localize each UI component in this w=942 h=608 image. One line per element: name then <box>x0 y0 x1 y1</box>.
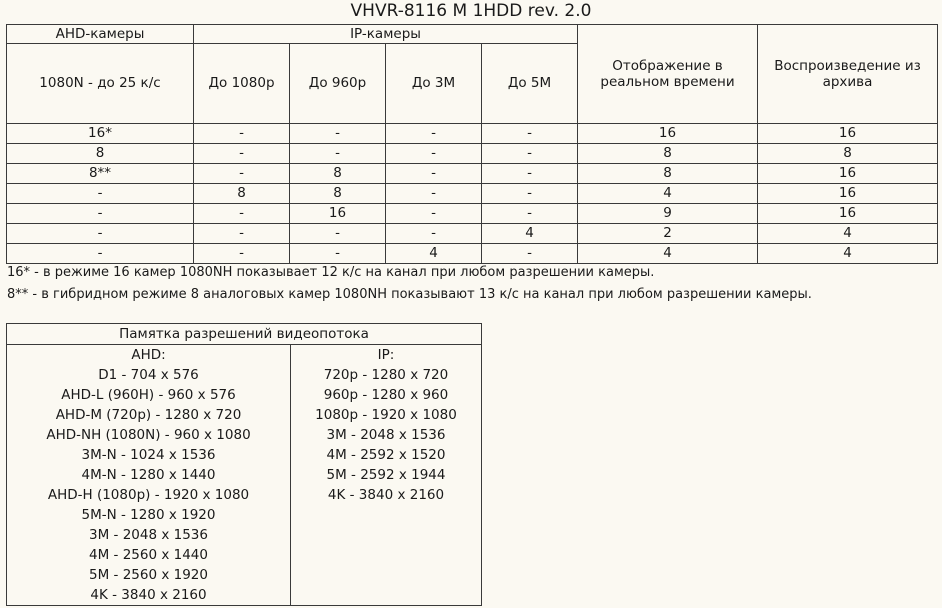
table-cell: 8 <box>194 184 290 204</box>
document-title: VHVR-8116 M 1HDD rev. 2.0 <box>350 1 592 21</box>
table-cell: - <box>7 224 194 244</box>
ip-resolution-item: 4K - 3840 x 2160 <box>327 487 445 503</box>
resolution-reference-table <box>6 323 482 606</box>
ahd-resolution-item: 5M - 2560 x 1920 <box>89 567 208 583</box>
table-cell: - <box>386 124 482 144</box>
ahd-cameras-header: AHD-камеры <box>7 25 194 44</box>
ahd-resolution-item: AHD-L (960H) - 960 x 576 <box>61 387 236 403</box>
table-cell: - <box>482 164 578 184</box>
footnote-16: 16* - в режиме 16 камер 1080NH показывает 12 к/с на канал при любом разрешении камеры. <box>7 265 655 280</box>
table-cell: - <box>386 204 482 224</box>
table-cell: 16 <box>758 124 938 144</box>
table-cell: 8 <box>7 144 194 164</box>
ahd-resolution-item: AHD-M (720p) - 1280 x 720 <box>55 407 242 423</box>
ahd-resolution-item: 4M-N - 1280 x 1440 <box>81 467 216 483</box>
table-cell: - <box>7 184 194 204</box>
ip-resolution-item: 720p - 1280 x 720 <box>323 367 449 383</box>
ahd-resolution-item: 4M - 2560 x 1440 <box>89 547 208 563</box>
table-cell: 16 <box>758 164 938 184</box>
ahd-resolutions-column <box>7 345 291 606</box>
ahd-resolution-item: AHD-H (1080p) - 1920 x 1080 <box>47 487 250 503</box>
table-cell: - <box>386 224 482 244</box>
table-cell: 16 <box>758 204 938 224</box>
table-cell: 8 <box>290 184 386 204</box>
table-cell: 4 <box>578 184 758 204</box>
ip-cameras-header: IP-камеры <box>194 25 578 44</box>
table-cell: 16 <box>290 204 386 224</box>
table-cell: - <box>194 244 290 264</box>
table-row <box>7 244 938 264</box>
table-row <box>7 144 938 164</box>
ip-1080p-subheader: До 1080p <box>194 44 290 124</box>
table-cell: - <box>7 244 194 264</box>
table-row <box>7 124 938 144</box>
ip-5m-subheader: До 5M <box>482 44 578 124</box>
table-cell: 2 <box>578 224 758 244</box>
table-cell: - <box>194 144 290 164</box>
table-cell: - <box>482 244 578 264</box>
table-cell: 16* <box>7 124 194 144</box>
table-cell: 8 <box>758 144 938 164</box>
ahd-resolution-item: 3M - 2048 x 1536 <box>89 527 208 543</box>
table-cell: 4 <box>578 244 758 264</box>
ip-3m-subheader: До 3M <box>386 44 482 124</box>
table-cell: 8 <box>578 144 758 164</box>
table-cell: - <box>482 204 578 224</box>
table-cell: - <box>482 184 578 204</box>
table-row <box>7 184 938 204</box>
ahd-resolution-item: 3M-N - 1024 x 1536 <box>81 447 216 463</box>
table-cell: - <box>290 244 386 264</box>
ip-resolutions-header: IP: <box>377 347 395 363</box>
table-cell: 16 <box>578 124 758 144</box>
table-row <box>7 164 938 184</box>
table-cell: 8 <box>290 164 386 184</box>
ahd-resolution-item: 4K - 3840 x 2160 <box>90 587 207 603</box>
table-cell: - <box>386 164 482 184</box>
ahd-1080n-subheader: 1080N - до 25 к/с <box>7 44 194 124</box>
ip-resolutions-column <box>291 345 482 606</box>
table-cell: - <box>386 144 482 164</box>
table-cell: 4 <box>482 224 578 244</box>
archive-playback-header: Воспроизведение из архива <box>758 25 938 124</box>
table-row <box>7 204 938 224</box>
ip-960p-subheader: До 960p <box>290 44 386 124</box>
table-cell: - <box>7 204 194 224</box>
table-cell: 8 <box>578 164 758 184</box>
compatibility-table <box>6 24 938 264</box>
table-cell: - <box>290 124 386 144</box>
table-cell: - <box>194 224 290 244</box>
table-cell: 4 <box>758 244 938 264</box>
table-cell: 16 <box>758 184 938 204</box>
table-cell: - <box>386 184 482 204</box>
table-cell: - <box>194 164 290 184</box>
ahd-resolutions-header: AHD: <box>131 347 166 363</box>
resolution-table-caption: Памятка разрешений видеопотока <box>7 324 482 345</box>
table-cell: - <box>194 124 290 144</box>
ip-resolution-item: 960p - 1280 x 960 <box>323 387 449 403</box>
table-cell: 9 <box>578 204 758 224</box>
table-row <box>7 224 938 244</box>
ahd-resolution-item: 5M-N - 1280 x 1920 <box>81 507 216 523</box>
footnote-8: 8** - в гибридном режиме 8 аналоговых камер 1080NH показывают 13 к/с на канал при любом разрешении камеры. <box>7 287 812 302</box>
ahd-resolution-item: D1 - 704 x 576 <box>98 367 199 383</box>
table-cell: - <box>482 124 578 144</box>
ip-resolution-item: 5M - 2592 x 1944 <box>326 467 446 483</box>
table-cell: - <box>290 224 386 244</box>
table-cell: - <box>194 204 290 224</box>
table-cell: 4 <box>386 244 482 264</box>
ip-resolution-item: 3M - 2048 x 1536 <box>326 427 446 443</box>
table-cell: - <box>290 144 386 164</box>
realtime-display-header: Отображение в реальном времени <box>578 25 758 124</box>
ip-resolution-item: 1080p - 1920 x 1080 <box>315 407 457 423</box>
ip-resolution-item: 4M - 2592 x 1520 <box>326 447 446 463</box>
table-cell: - <box>482 144 578 164</box>
table-cell: 8** <box>7 164 194 184</box>
table-cell: 4 <box>758 224 938 244</box>
ahd-resolution-item: AHD-NH (1080N) - 960 x 1080 <box>46 427 251 443</box>
